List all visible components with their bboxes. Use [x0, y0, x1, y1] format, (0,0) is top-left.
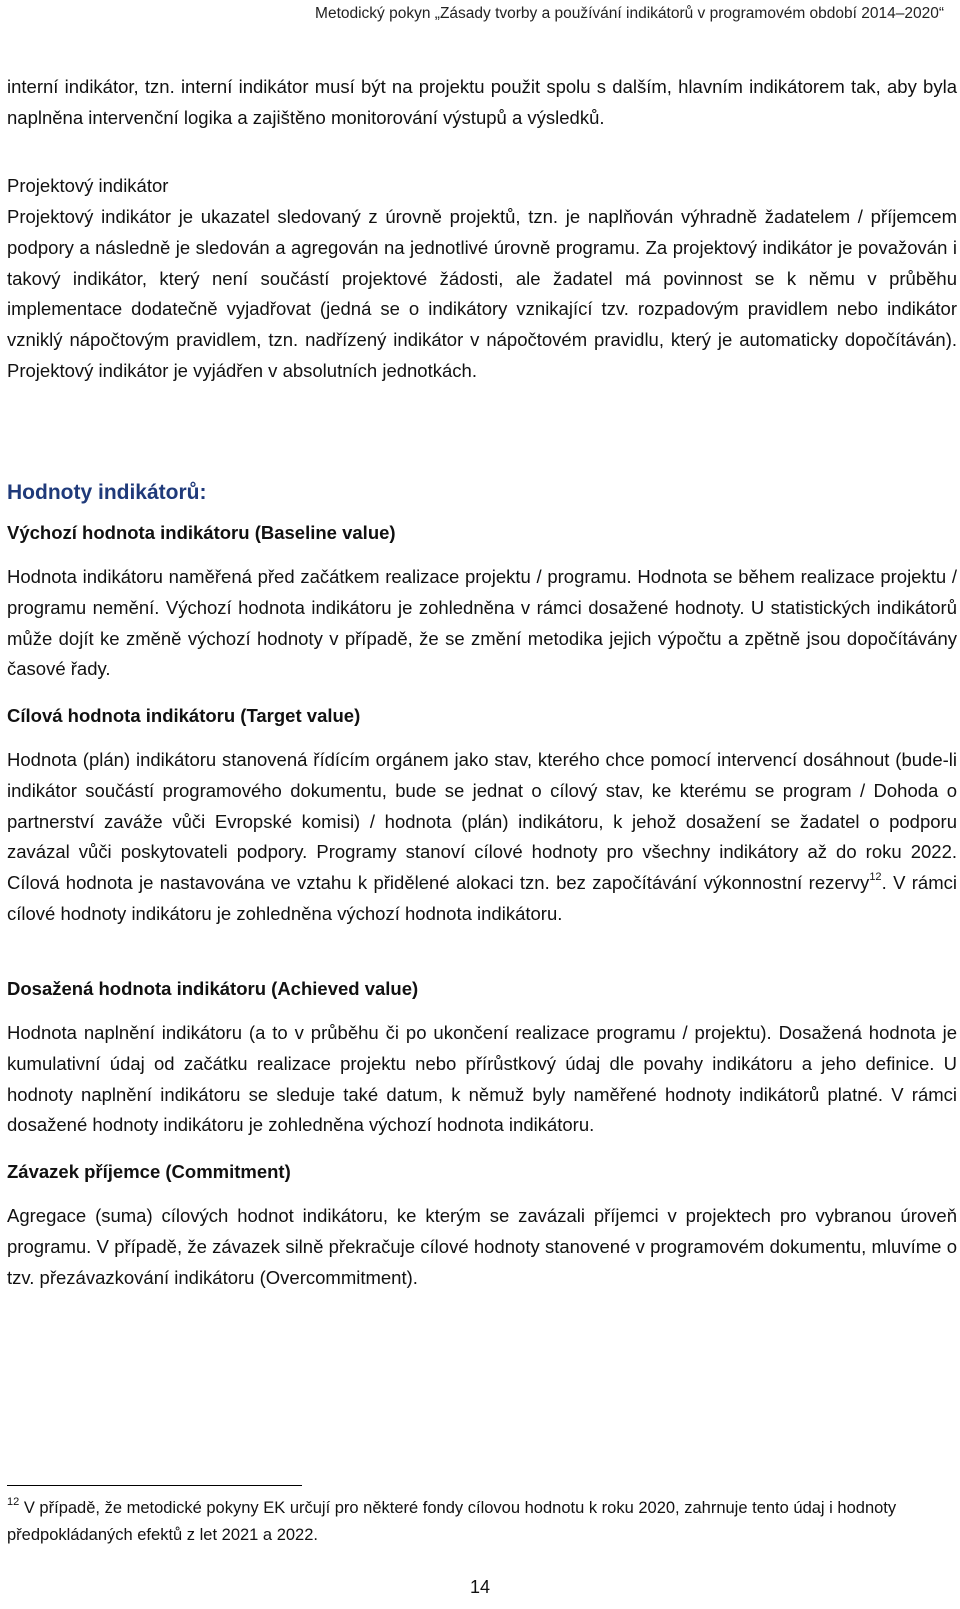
footnote-reference[interactable]: 12 [869, 871, 882, 884]
footnote [7, 1495, 957, 1549]
achieved-paragraph: Hodnota naplnění indikátoru (a to v průběhu či po ukončení realizace programu / projektu). Dosažená hodnota je kumulativní údaj od začátku realizace projektu nebo přírůstkový údaj dle povahy indikátoru a jeho definice. U hodnoty naplnění indikátoru se sleduje také datum, k němuž byly naměřené hodnoty indikátorů platné. V rámci dosažené hodnoty indikátoru je zohledněna výchozí hodnota indikátoru. [7, 1022, 957, 1136]
commitment-paragraph: Agregace (suma) cílových hodnot indikátoru, ke kterým se zavázali příjemci v projektech pro vybranou úroveň programu. V případě, že závazek silně překračuje cílové hodnoty stanovené v programovém dokumentu, mluvíme o tzv. přezávazkování indikátoru (Overcommitment). [7, 1205, 957, 1288]
target-text-continued: . V rámci cílové hodnoty indikátoru je zohledněna výchozí hodnota indikátoru. [7, 872, 957, 924]
target-paragraph [7, 745, 957, 930]
projektovy-indikator-title: Projektový indikátor [7, 175, 169, 196]
baseline-paragraph: Hodnota indikátoru naměřená před začátkem realizace projektu / programu. Hodnota se během realizace projektu / programu nemění. Výchozí hodnota indikátoru je zohledněna v rámci dosažené hodnoty. U statistických indikátorů může dojít ke změně výchozí hodnoty v případě, že se změní metodika jejich výpočtu a zpětně jsou dopočítávány časové řady. [7, 566, 957, 680]
hodnoty-indikatoru-heading: Hodnoty indikátorů: [7, 481, 207, 504]
projektovy-indikator-paragraph: Projektový indikátor je ukazatel sledovaný z úrovně projektů, tzn. je naplňován výhradně žadatelem / příjemcem podpory a následně je sledován a agregován na jednotlivé úrovně programu. Za projektový indikátor je považován i takový indikátor, který není součástí projektové žádosti, ale žadatel má povinnost se k němu v průběhu implementace dodatečně vyjadřovat (jedná se o indikátory vznikající tzv. rozpadovým pravidlem nebo indikátor vzniklý nápočtovým pravidlem, tzn. nadřízený indikátor v nápočtovém pravidlu, který je automaticky dopočítáván). Projektový indikátor je vyjádřen v absolutních jednotkách. [7, 206, 957, 381]
running-header: Metodický pokyn „Zásady tvorby a používání indikátorů v programovém období 2014–2020“ [315, 5, 944, 22]
footnote-number: 12 [7, 1496, 20, 1508]
baseline-heading: Výchozí hodnota indikátoru (Baseline value) [7, 522, 396, 543]
footnote-separator [7, 1485, 302, 1486]
footnote-text: V případě, že metodické pokyny EK určují pro některé fondy cílovou hodnotu k roku 2020, zahrnuje tento údaj i hodnoty předpokládaných efektů z let 2021 a 2022. [7, 1499, 897, 1544]
page-number: 14 [469, 1577, 491, 1597]
achieved-heading: Dosažená hodnota indikátoru (Achieved value) [7, 978, 419, 999]
target-text: Hodnota (plán) indikátoru stanovená řídícím orgánem jako stav, kterého chce pomocí intervencí dosáhnout (bude-li indikátor součástí programového dokumentu, bude se jednat o cílový stav, ke kterému se program / Dohoda o partnerství zaváže vůči Evropské komisi) / hodnota (plán) indikátoru, k jehož dosažení se žadatel o podporu zavázal vůči poskytovateli podpory. Programy stanoví cílové hodnoty pro všechny indikátory až do roku 2022. Cílová hodnota je nastavována ve vztahu k přidělené alokaci tzn. bez započítávání výkonnostní rezervy [7, 749, 957, 894]
target-heading: Cílová hodnota indikátoru (Target value) [7, 705, 361, 726]
commitment-heading: Závazek příjemce (Commitment) [7, 1161, 291, 1182]
intro-paragraph: interní indikátor, tzn. interní indikátor musí být na projektu použit spolu s dalším, hlavním indikátorem tak, aby byla naplněna intervenční logika a zajištěno monitorování výstupů a výsledků. [7, 76, 957, 128]
